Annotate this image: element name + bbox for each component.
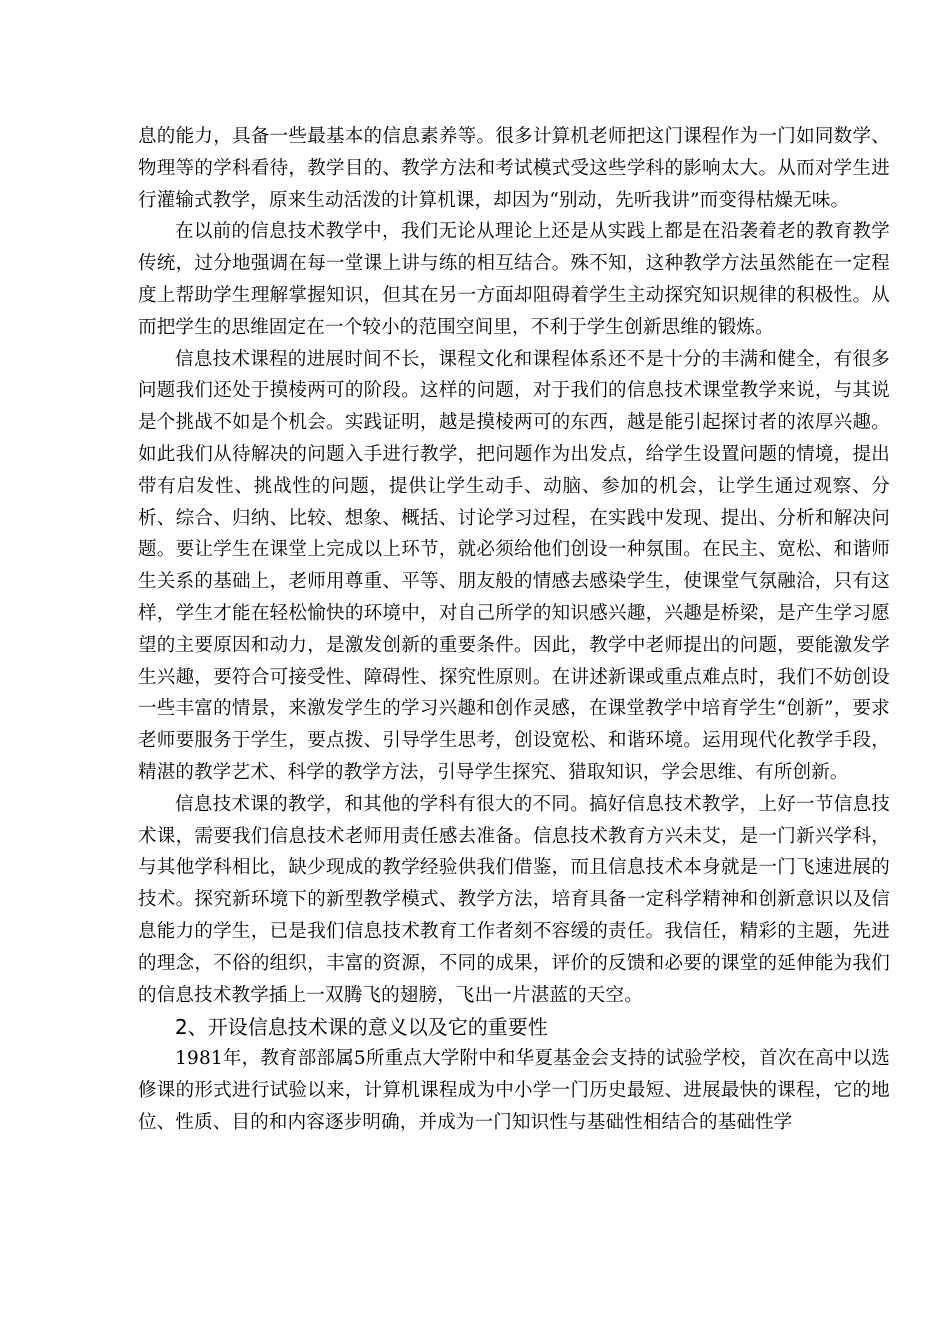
paragraph-continuation: 息的能力，具备一些最基本的信息素养等。很多计算机老师把这门课程作为一门如同数学、物理等的学科看待，教学目的、教学方法和考试模式受这些学科的影响太大。从而对学生进行灌输式教学，原来生动活泼的计算机课，却因为“别动，先听我讲”而变得枯燥无味。	[138, 126, 890, 211]
paragraph-it-teaching: 信息技术课的教学，和其他的学科有很大的不同。搞好信息技术教学，上好一节信息技术课，需要我们信息技术老师用责任感去准备。信息技术教育方兴未艾，是一门新兴学科，与其他学科相比，缺少现成的教学经验供我们借鉴，而且信息技术本身就是一门飞速进展的技术。探究新环境下的新型教学模式、教学方法，培育具备一定科学精神和创新意识以及信息能力的学生，已是我们信息技术教育工作者刻不容缓的责任。我信任，精彩的主题，先进的理念，不俗的组织，丰富的资源，不同的成果，评价的反馈和必要的课堂的延伸能为我们的信息技术教学插上一双腾飞的翅膀，飞出一片湛蓝的天空。	[138, 793, 890, 1006]
section-heading: 2、开设信息技术课的意义以及它的重要性	[175, 1015, 548, 1040]
paragraph-history: 1981年，教育部部属5所重点大学附中和华夏基金会支持的试验学校，首次在高中以选修课的形式进行试验以来，计算机课程成为中小学一门历史最短、进展最快的课程，它的地位、性质、目的和内容逐步明确，并成为一门知识性与基础性相结合的基础性学	[138, 1048, 890, 1133]
paragraph-traditional-teaching: 在以前的信息技术教学中，我们无论从理论上还是从实践上都是在沿袭着老的教育教学传统，过分地强调在每一堂课上讲与练的相互结合。殊不知，这种教学方法虽然能在一定程度上帮助学生理解掌握知识，但其在另一方面却阻碍着学生主动探究知识规律的积极性。从而把学生的思维固定在一个较小的范围空间里，不利于学生创新思维的锻炼。	[138, 221, 890, 338]
paragraph-curriculum-development: 信息技术课程的进展时间不长，课程文化和课程体系还不是十分的丰满和健全，有很多问题我们还处于摸棱两可的阶段。这样的问题，对于我们的信息技术课堂教学来说，与其说是个挑战不如是个机会。实践证明，越是摸棱两可的东西，越是能引起探讨者的浓厚兴趣。如此我们从待解决的问题入手进行教学，把问题作为出发点，给学生设置问题的情境，提出带有启发性、挑战性的问题，提供让学生动手、动脑、参加的机会，让学生通过观察、分析、综合、归纳、比较、想象、概括、讨论学习过程，在实践中发现、提出、分析和解决问题。要让学生在课堂上完成以上环节，就必须给他们创设一种氛围。在民主、宽松、和谐师生关系的基础上，老师用尊重、平等、朋友般的情感去感染学生，使课堂气氛融洽，只有这样，学生才能在轻松愉快的环境中，对自己所学的知识感兴趣，兴趣是桥梁，是产生学习愿望的主要原因和动力，是激发创新的重要条件。因此，教学中老师提出的问题，要能激发学生兴趣，要符合可接受性、障碍性、探究性原则。在讲述新课或重点难点时，我们不妨创设一些丰富的情景，来激发学生的学习兴趣和创作灵感，在课堂教学中培育学生“创新”，要求老师要服务于学生，要点拨、引导学生思考，创设宽松、和谐环境。运用现代化教学手段，精湛的教学艺术、科学的教学方法，引导学生探究、猎取知识，学会思维、有所创新。	[138, 348, 890, 783]
document-page	[138, 121, 890, 1139]
